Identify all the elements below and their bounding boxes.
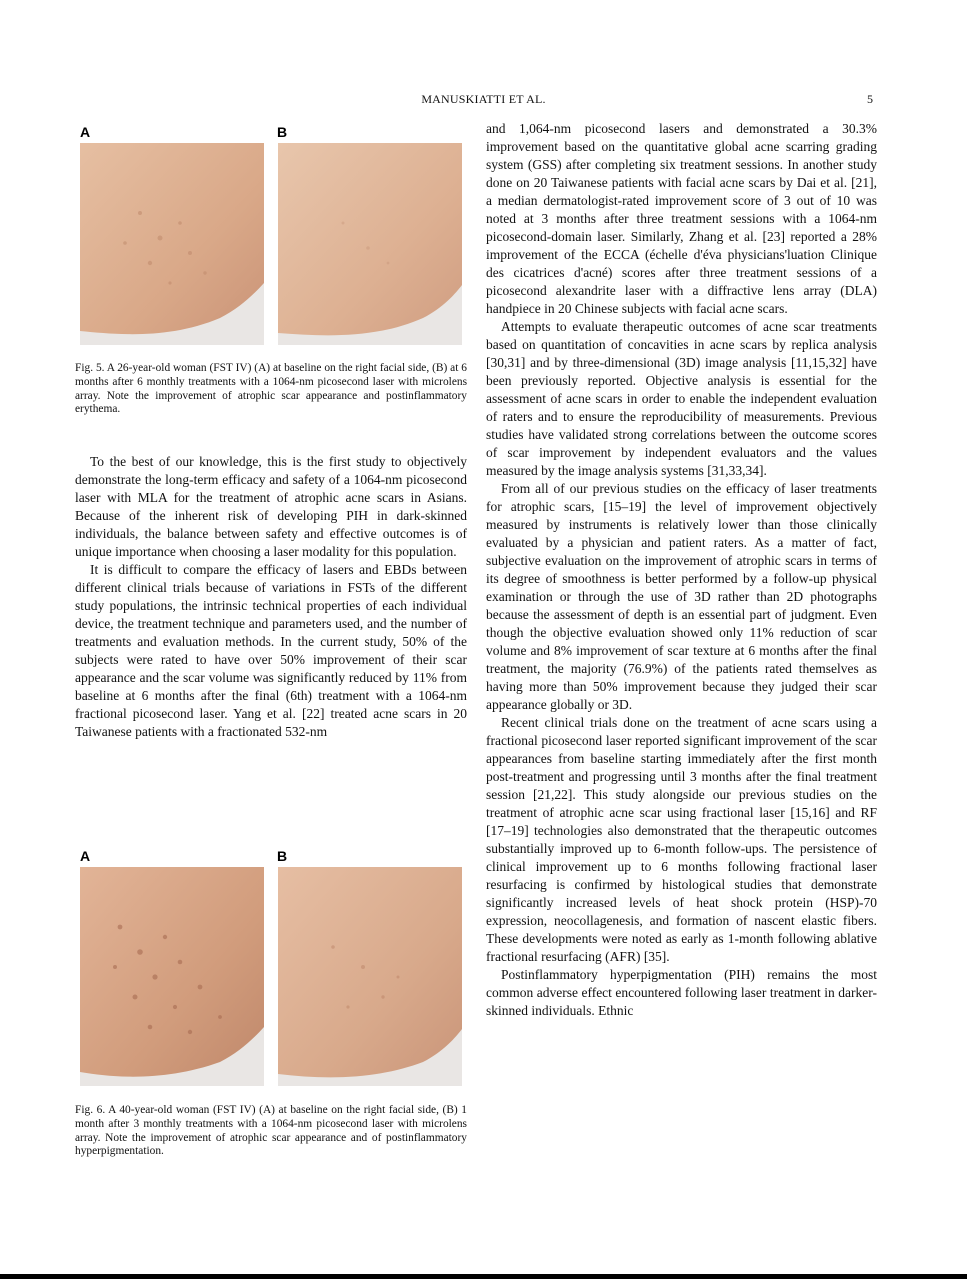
figure-5-label-a: A xyxy=(80,124,91,140)
figure-5-label-b: B xyxy=(277,124,288,140)
figure-5-photo-b xyxy=(278,143,462,345)
right-paragraph-2: Attempts to evaluate therapeutic outcomes of acne scar treatments based on quantitation of concavities in acne scars by replica analysis [30,31] and by three-dimensional (3D) image analysis [11,15,32] have been previously reported. Objective analysis is essential for the assessment of acne scars in order to enable the independent evaluation of raters and to ensure the reproducibility of measurements. Previous studies have validated strong correlations between the outcome scores of scar improvement by independent evaluators and the values measured by the image analysis systems [31,33,34]. xyxy=(486,319,877,478)
right-paragraph-3: From all of our previous studies on the efficacy of laser treatments for atrophic scars, [15–19] the level of improvement objectively measured by instruments is relatively lower than those clinically evaluated by a physician and patient raters. As a matter of fact, subjective evaluation on the improvement of atrophic scars in terms of its degree of smoothness is better performed by a follow-up physical examination or through the use of 3D rather than 2D photographs because the assessment of depth is an essential part of judgment. Even though the objective evaluation showed only 11% reduction of scar volume and 8% improvement of scar texture at 6 months after the final treatment, the majority (76.9%) of the patients rated themselves as having more than 50% improvement because they judged their scar appearance globally or 3D. xyxy=(486,481,877,712)
left-column-text xyxy=(75,453,467,741)
figure-5-caption: Fig. 5. A 26-year-old woman (FST IV) (A) at baseline on the right facial side, (B) at 6 months after 6 monthly treatments with a 1064-nm picosecond laser with microlens array. Note the improvement of atrophic scar appearance and postinflammatory erythema. xyxy=(75,362,467,416)
left-paragraph-2: It is difficult to compare the efficacy of lasers and EBDs between different clinical trials because of variations in FSTs of the different study populations, the intrinsic technical properties of each individual device, the treatment technique and parameters used, and the number of treatments and evaluation methods. In the current study, 50% of the subjects were rated to have over 50% improvement of their scar appearance and the scar volume was significantly reduced by 11% from baseline at 6 months after the final (6th) treatment with a 1064-nm fractional picosecond laser. Yang et al. [22] treated acne scars in 20 Taiwanese patients with a fractionated 532-nm xyxy=(75,562,467,739)
figure-5-photo-a xyxy=(80,143,264,345)
figure-6-photo-b xyxy=(278,867,462,1086)
figure-6-caption: Fig. 6. A 40-year-old woman (FST IV) (A) at baseline on the right facial side, (B) 1 month after 3 monthly treatments with a 1064-nm picosecond laser with microlens array. Note the improvement of atrophic scar appearance and of postinflammatory hyperpigmentation. xyxy=(75,1104,467,1158)
right-paragraph-4: Recent clinical trials done on the treatment of acne scars using a fractional picosecond laser reported significant improvement of the scar appearances from baseline starting immediately after the first month post-treatment and progressing until 3 months after the final treatment session [21,22]. This study alongside our previous studies on the treatment of atrophic acne scar using fractional laser [15,16] and RF [17–19] technologies also demonstrated that the therapeutic outcomes substantially improved up to 6-month follow-ups. The persistence of clinical improvement up to 6 months following fractional laser resurfacing is confirmed by histological studies that demonstrate significantly increased levels of heat shock protein (HSP)-70 expression, neocollagenesis, and formation of nascent elastic fibers. These developments were noted as early as 1-month following ablative fractional resurfacing (AFR) [35]. xyxy=(486,715,877,964)
right-column-text xyxy=(486,120,877,1020)
figure-6-label-a: A xyxy=(80,848,91,864)
bottom-edge-bar xyxy=(0,1274,967,1279)
left-paragraph-1: To the best of our knowledge, this is the first study to objectively demonstrate the long-term efficacy and safety of a 1064-nm picosecond laser with MLA for the treatment of atrophic acne scars in Asians. Because of the inherent risk of developing PIH in dark-skinned individuals, the balance between safety and effective outcomes is of unique importance when choosing a laser modality for this population. xyxy=(75,454,467,559)
running-header-authors: MANUSKIATTI ET AL. xyxy=(421,92,546,106)
figure-6-label-b: B xyxy=(277,848,288,864)
running-header xyxy=(0,92,967,110)
figure-5 xyxy=(75,124,467,349)
right-paragraph-1: and 1,064-nm picosecond lasers and demonstrated a 30.3% improvement based on the quantitative global acne scarring grading system (GSS) after completing six treatment sessions. In another study done on 20 Taiwanese patients with facial acne scars by Dai et al. [21], a median dermatologist-rated improvement score of 3 out of 10 was noted at 3 months after three treatment sessions with a 1064-nm picosecond-domain laser. Similarly, Zhang et al. [23] reported a 28% improvement of the ECCA (échelle d'éva physicians'luation Clinique des cicatrices d'acné) scores after three treatment sessions of a picosecond alexandrite laser with a diffractive lens array (DLA) handpiece in 20 Chinese subjects with facial acne scars. xyxy=(486,121,877,316)
figure-6-photo-a xyxy=(80,867,264,1086)
right-paragraph-5: Postinflammatory hyperpigmentation (PIH) remains the most common adverse effect encountered following laser treatment in darker-skinned individuals. Ethnic xyxy=(486,967,877,1018)
figure-6 xyxy=(75,848,467,1088)
page-number: 5 xyxy=(867,92,874,106)
